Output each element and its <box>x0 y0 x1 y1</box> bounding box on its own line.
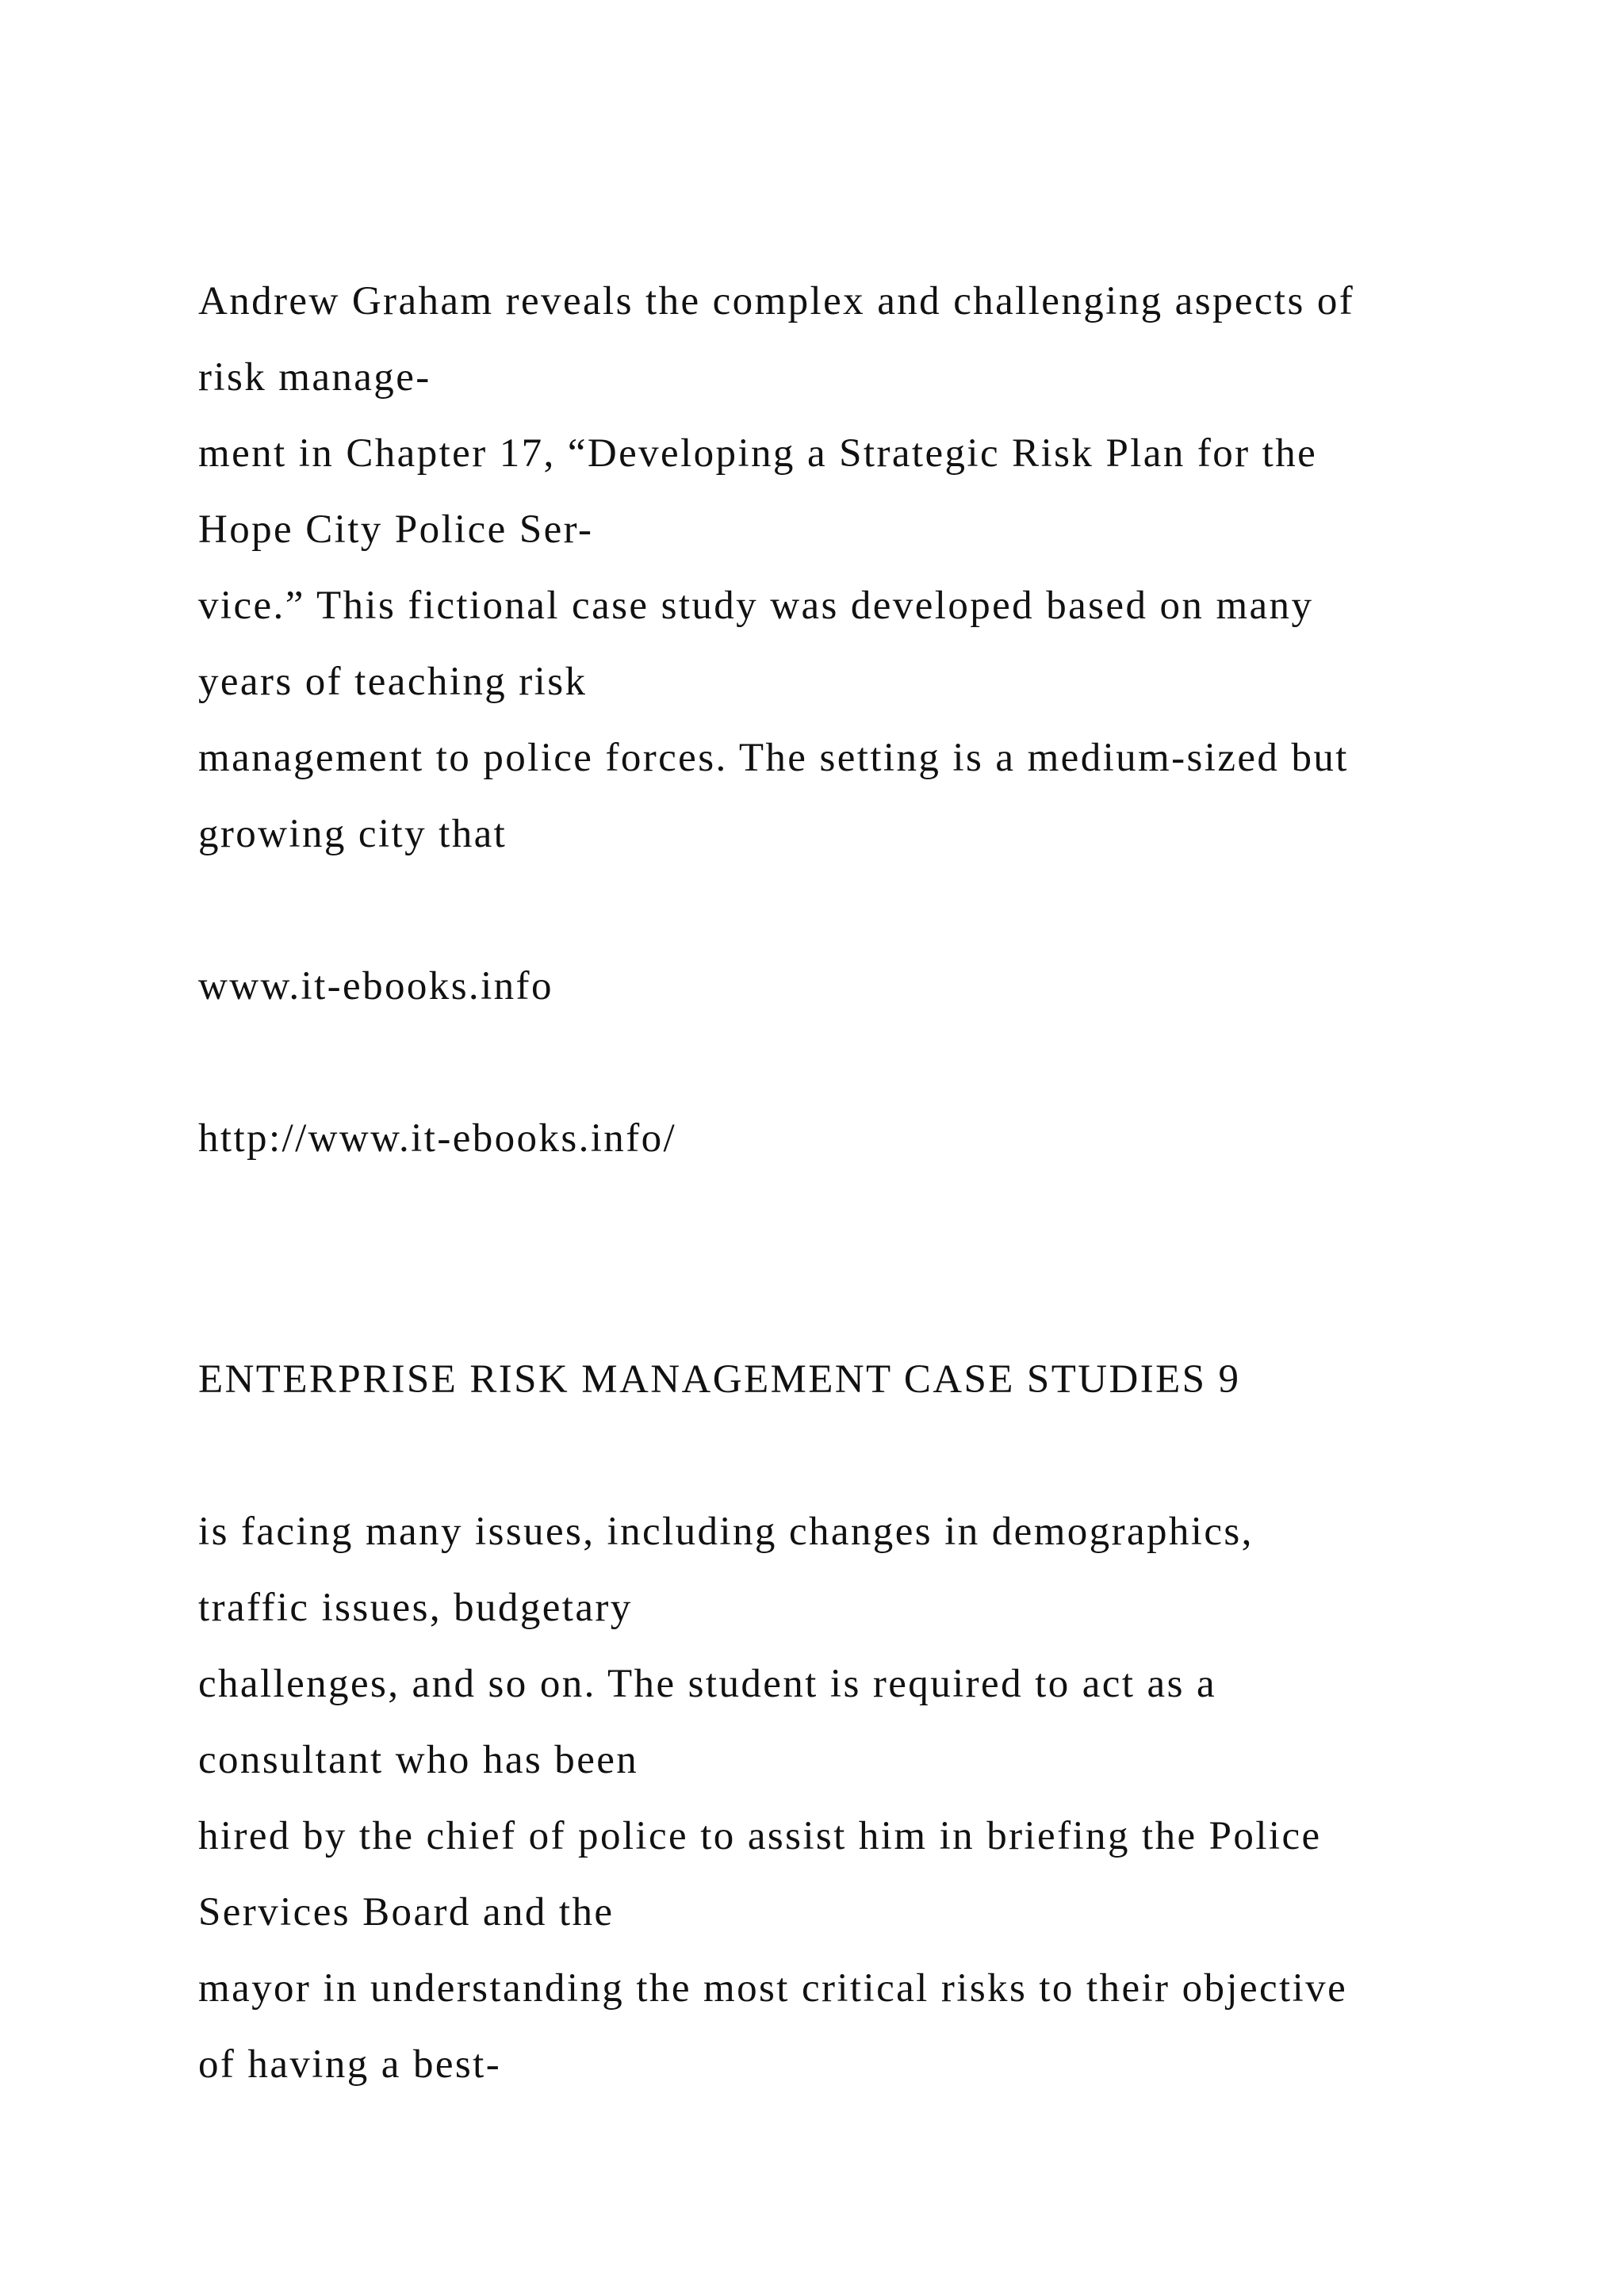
paragraph-line: growing city that <box>198 812 508 856</box>
paragraph-line: Andrew Graham reveals the complex and challenging aspects of <box>198 279 1355 323</box>
paragraph-1 <box>198 263 1499 872</box>
website-url-line: http://www.it-ebooks.info/ <box>198 1116 677 1161</box>
paragraph-line: Services Board and the <box>198 1890 615 1934</box>
website-line: www.it-ebooks.info <box>198 964 553 1008</box>
paragraph-line: mayor in understanding the most critical risks to their objective <box>198 1966 1348 2011</box>
paragraph-line: of having a best- <box>198 2042 502 2087</box>
paragraph-line: risk manage- <box>198 355 431 400</box>
paragraph-line: years of teaching risk <box>198 660 588 704</box>
website-text <box>198 948 1499 1024</box>
paragraph-line: consultant who has been <box>198 1738 639 1782</box>
paragraph-line: ment in Chapter 17, “Developing a Strategic Risk Plan for the <box>198 431 1318 476</box>
paragraph-line: vice.” This fictional case study was developed based on many <box>198 584 1314 628</box>
paragraph-line: management to police forces. The setting is a medium-sized but <box>198 736 1349 780</box>
paragraph-line: Hope City Police Ser- <box>198 507 594 552</box>
running-header <box>198 1341 1499 1418</box>
paragraph-2 <box>198 1494 1499 2103</box>
running-header-line: ENTERPRISE RISK MANAGEMENT CASE STUDIES 9 <box>198 1357 1241 1402</box>
website-url-text <box>198 1100 1499 1177</box>
paragraph-line: hired by the chief of police to assist him in briefing the Police <box>198 1814 1322 1858</box>
paragraph-line: is facing many issues, including changes in demographics, <box>198 1510 1254 1554</box>
paragraph-line: traffic issues, budgetary <box>198 1586 633 1630</box>
paragraph-line: challenges, and so on. The student is required to act as a <box>198 1662 1217 1706</box>
